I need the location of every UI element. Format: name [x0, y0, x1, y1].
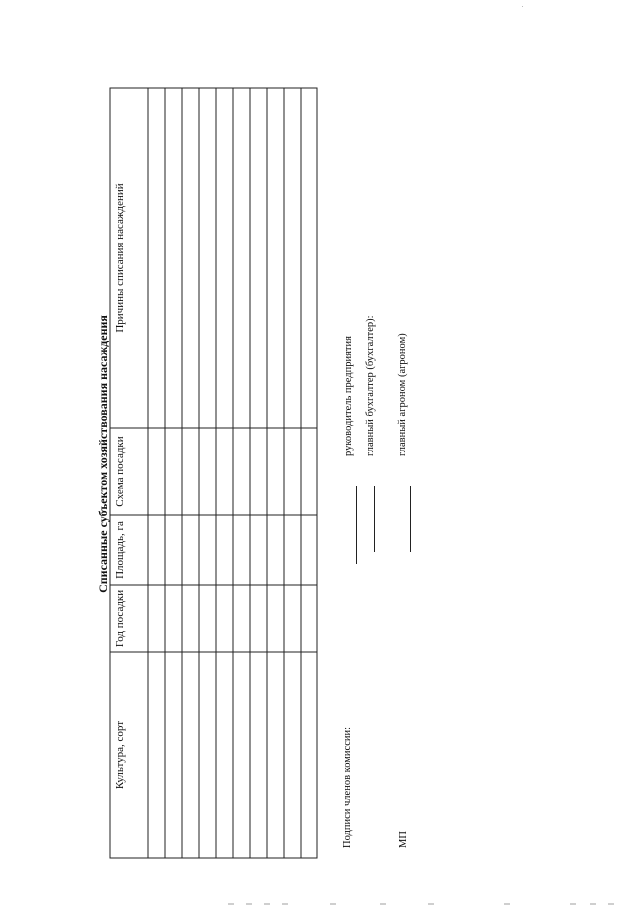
signature-role-accountant: главный бухгалтер (бухгалтер):: [365, 315, 376, 456]
header-culture: Культура, сорт: [114, 720, 126, 790]
signature-line-2: [374, 486, 375, 552]
scan-mark: [590, 903, 596, 905]
table-border: [110, 88, 317, 858]
signature-line-1: [356, 486, 357, 564]
scan-mark: [570, 903, 576, 905]
scan-speck: [522, 6, 523, 7]
scan-mark: [282, 903, 288, 905]
scan-mark: [428, 903, 434, 905]
signatures-label: Подписи членов комиссии:: [342, 726, 353, 848]
scan-mark: [380, 903, 386, 905]
header-year: Год посадки: [114, 589, 126, 648]
header-reasons: Причины списания насаждений: [114, 183, 126, 333]
form-title: Списанные субъектом хозяйствования насаждения: [96, 315, 110, 593]
scan-mark: [504, 903, 510, 905]
scan-mark: [608, 903, 614, 905]
header-scheme: Схема посадки: [114, 436, 126, 507]
header-area: Площадь, га: [114, 521, 126, 579]
signature-line-3: [410, 486, 411, 552]
scan-mark: [264, 903, 270, 905]
stamp-label: МП: [398, 831, 409, 848]
scan-mark: [228, 903, 234, 905]
scan-mark: [330, 903, 336, 905]
scan-mark: [246, 903, 252, 905]
signature-role-agronomist: главный агроном (агроном): [397, 333, 408, 456]
signature-role-director: руководитель предприятия: [343, 336, 354, 456]
